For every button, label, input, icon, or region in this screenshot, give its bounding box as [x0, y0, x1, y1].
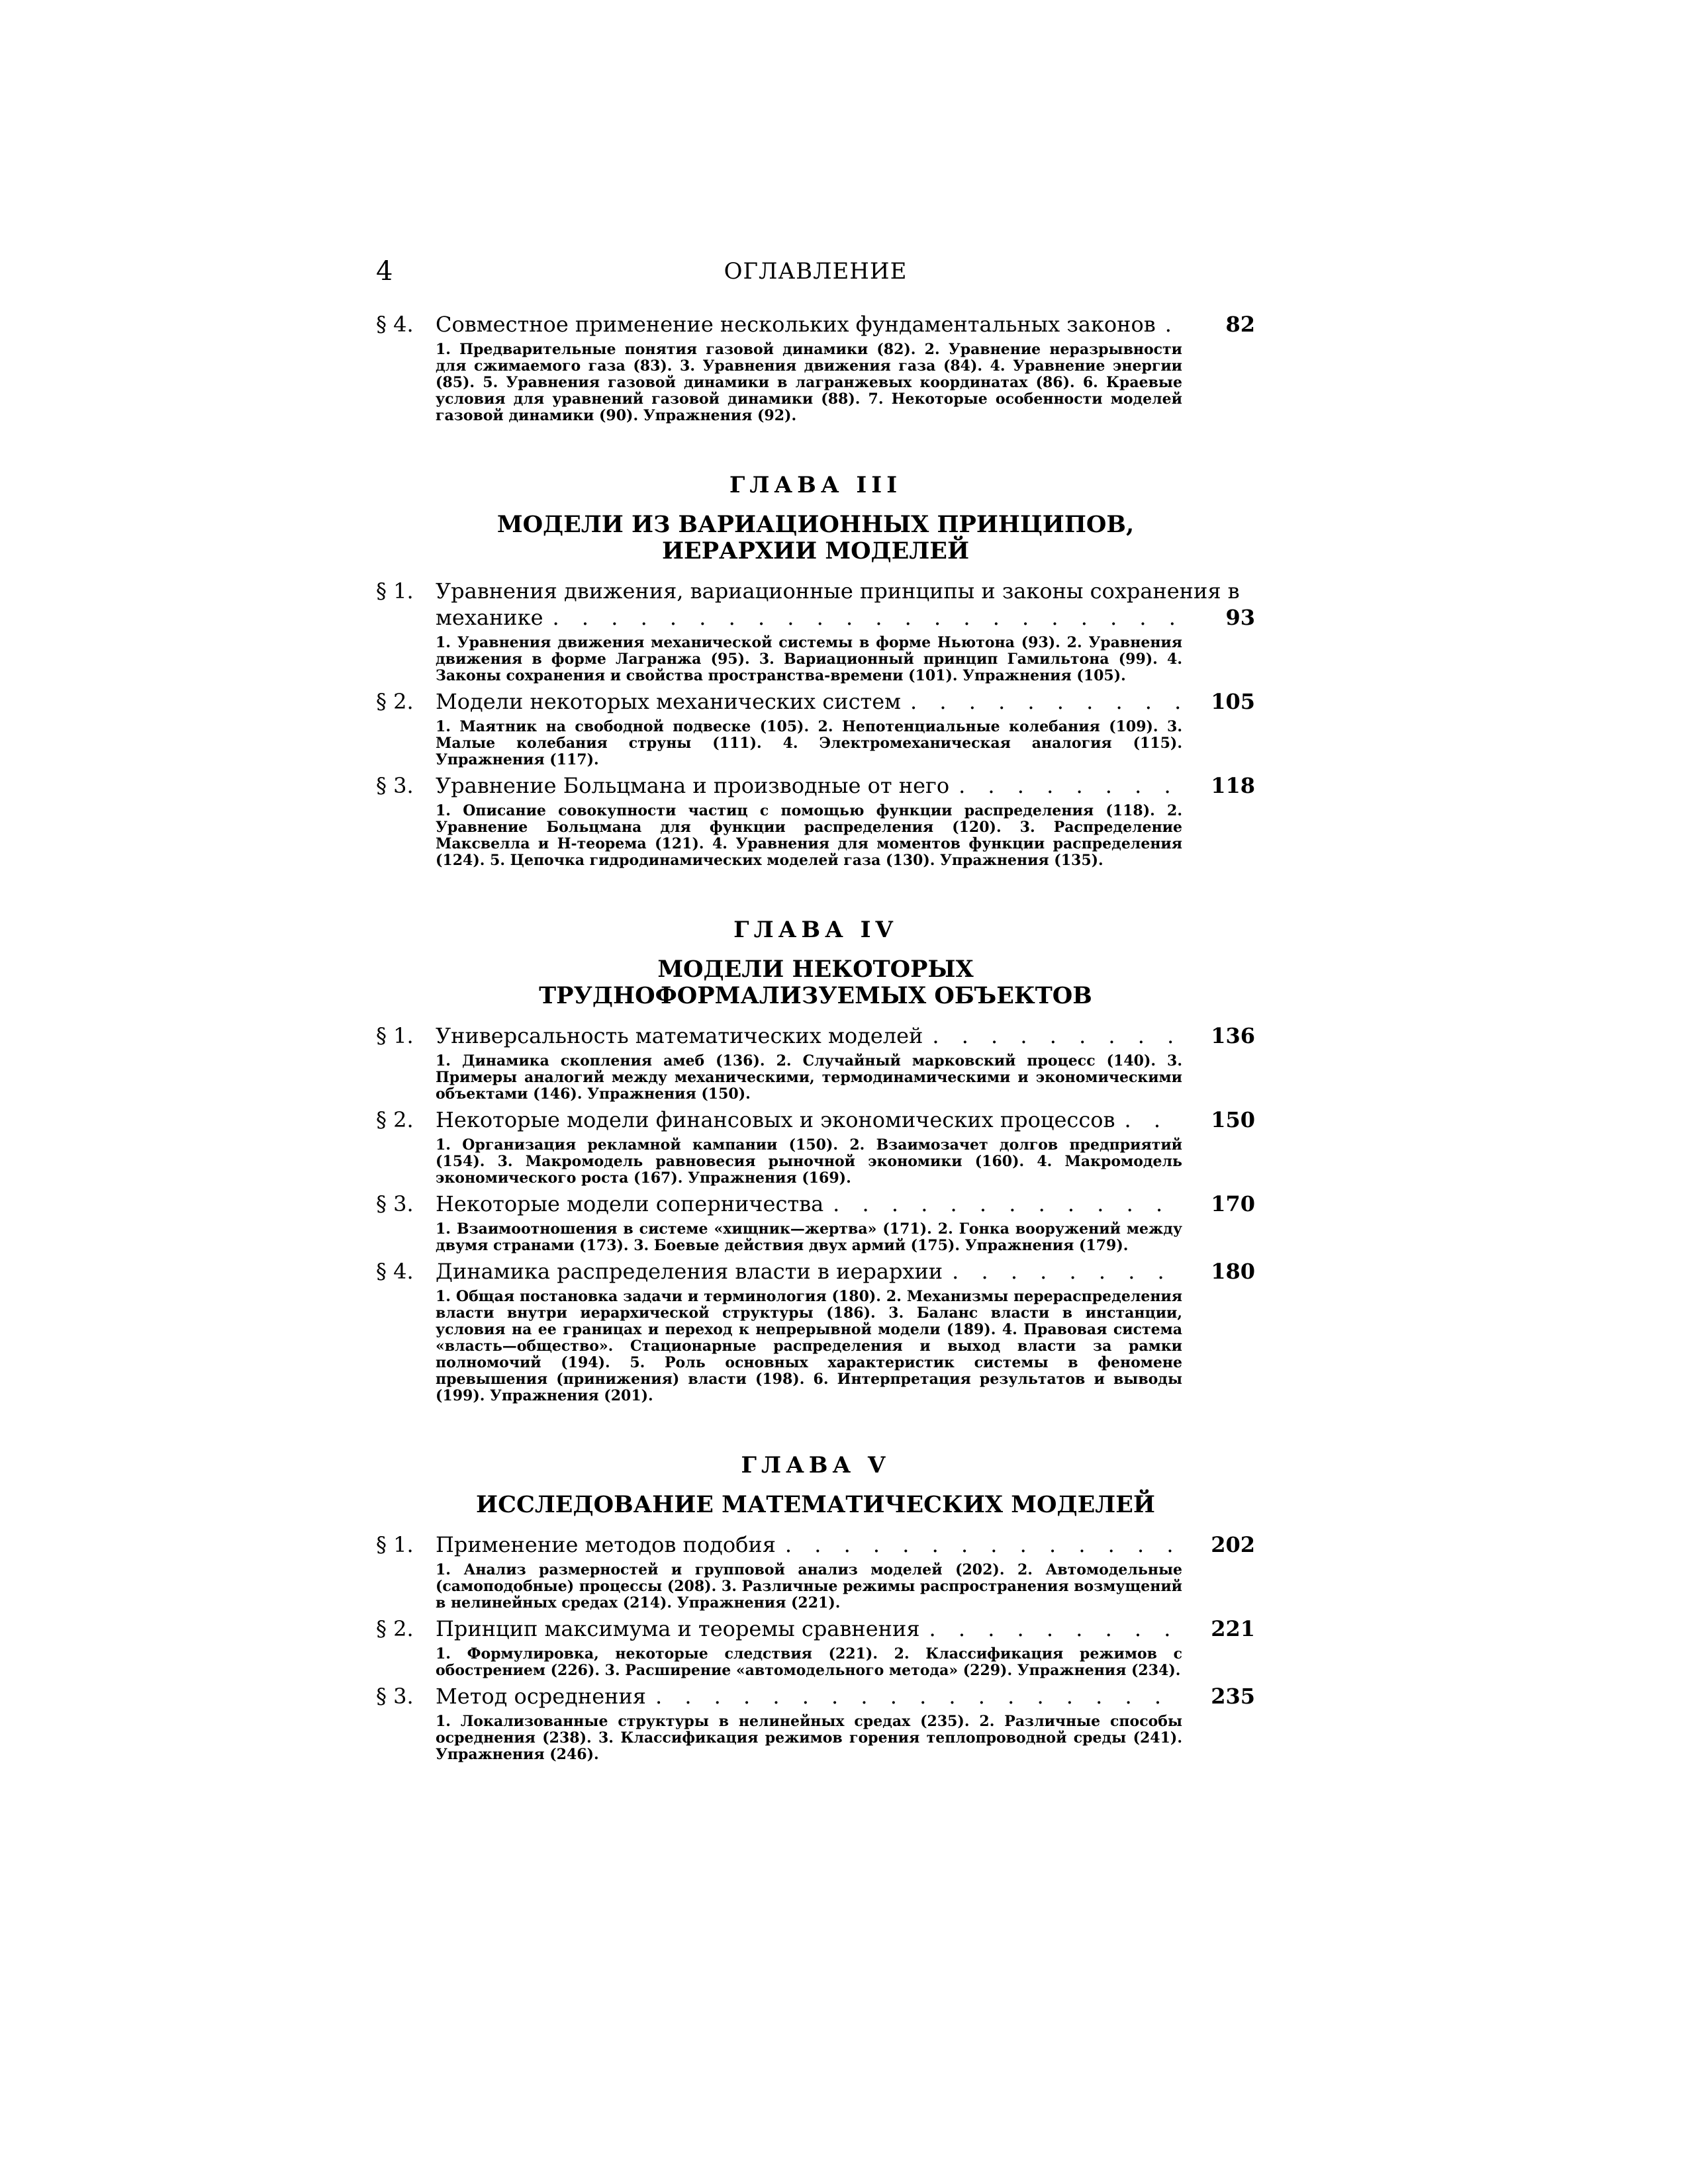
chapter-title-line: ИЕРАРХИИ МОДЕЛЕЙ	[661, 537, 970, 565]
running-head	[376, 255, 1255, 288]
section-mark: § 3.	[376, 1191, 414, 1216]
toc-entry	[376, 1683, 1255, 1763]
section-mark: § 2.	[376, 1107, 414, 1132]
section-heading	[376, 1023, 1255, 1049]
section-page-number: 221	[1211, 1616, 1255, 1641]
section-title-text: Динамика распределения власти в иерархии	[436, 1259, 943, 1284]
section-heading	[376, 1531, 1255, 1558]
chapter-title-line: МОДЕЛИ НЕКОТОРЫХ	[657, 956, 974, 983]
section-page-number: 150	[1211, 1107, 1255, 1132]
chapter-title-line: ИССЛЕДОВАНИЕ МАТЕМАТИЧЕСКИХ МОДЕЛЕЙ	[476, 1491, 1155, 1518]
toc-entry	[376, 1531, 1255, 1612]
toc-entry	[376, 1258, 1255, 1404]
section-description: 1. Общая постановка задачи и терминология (180). 2. Механизмы перераспределения власти внутри иерархической структуры (186). 3. Баланс власти в инстанции, условия на ее границах и переход к непрерывной модели (189). 4. Правовая система «власть—общество». Стационарные распределения и выход власти за рамки полномочий (194). 5. Роль основных характеристик системы в феномене превышения (принижения) власти (198). 6. Интерпретация результатов и выводы (199). Упражнения (201).	[436, 1288, 1182, 1404]
section-description: 1. Описание совокупности частиц с помощью функции распределения (118). 2. Уравнение Больцмана для функции распределения (120). 3. Распределение Максвелла и H-теорема (121). 4. Уравнения для моментов функции распределения (124). 5. Цепочка гидродинамических моделей газа (130). Упражнения (135).	[436, 802, 1182, 869]
dot-leader	[943, 1258, 1182, 1285]
section-heading	[376, 688, 1255, 715]
section-title-line	[436, 772, 1182, 799]
section-mark: § 4.	[376, 1259, 414, 1284]
section-mark: § 3.	[376, 773, 414, 798]
dot-leader	[1156, 311, 1182, 338]
dot-leader	[920, 1615, 1183, 1642]
chapter-label: ГЛАВА IV	[733, 917, 898, 943]
chapter-heading	[376, 915, 1255, 1009]
section-mark: § 1.	[376, 1023, 414, 1048]
section-description: 1. Локализованные структуры в нелинейных средах (235). 2. Различные способы осреднения (238). 3. Классификация режимов горения теплопроводной среды (241). Упражнения (246).	[436, 1713, 1182, 1763]
chapter-title-line: ТРУДНОФОРМАЛИЗУЕМЫХ ОБЪЕКТОВ	[539, 982, 1092, 1009]
section-mark: § 3.	[376, 1684, 414, 1709]
section-heading	[376, 1615, 1255, 1642]
toc-block-continuation	[376, 311, 1255, 424]
toc-entry	[376, 1191, 1255, 1254]
dot-leader	[923, 1023, 1182, 1049]
chapter-title	[376, 1492, 1255, 1518]
section-description: 1. Формулировка, некоторые следствия (221). 2. Классификация режимов с обострением (226). 3. Расширение «автомодельного метода» (229). Упражнения (234).	[436, 1645, 1182, 1679]
section-description: 1. Уравнения движения механической системы в форме Ньютона (93). 2. Уравнения движения в форме Лагранжа (95). 3. Вариационный принцип Гамильтона (99). 4. Законы сохранения и свойства пространства-времени (101). Упражнения (105).	[436, 634, 1182, 684]
chapter-heading	[376, 471, 1255, 565]
section-page-number: 235	[1211, 1684, 1255, 1709]
section-title-line	[436, 311, 1182, 338]
chapter-title-line: МОДЕЛИ ИЗ ВАРИАЦИОННЫХ ПРИНЦИПОВ,	[496, 511, 1135, 538]
section-description: 1. Взаимоотношения в системе «хищник—жертва» (171). 2. Гонка вооружений между двумя странами (173). 3. Боевые действия двух армий (175). Упражнения (179).	[436, 1220, 1182, 1254]
section-mark: § 2.	[376, 689, 414, 714]
section-description: 1. Анализ размерностей и групповой анализ моделей (202). 2. Автомодельные (самоподобные) процессы (208). 3. Различные режимы распространения возмущений в нелинейных средах (214). Упражнения (221).	[436, 1561, 1182, 1612]
section-title-line	[436, 688, 1182, 715]
dot-leader	[901, 688, 1182, 715]
section-title-line	[436, 1258, 1182, 1285]
section-description: 1. Организация рекламной кампании (150). 2. Взаимозачет долгов предприятий (154). 3. Макромодель равновесия рыночной экономики (160). 4. Макромодель экономического роста (167). Упражнения (169).	[436, 1136, 1182, 1187]
section-heading	[376, 772, 1255, 799]
section-title-text: Применение методов подобия	[436, 1532, 776, 1557]
section-title-text: Универсальность математических моделей	[436, 1023, 923, 1048]
section-mark: § 1.	[376, 578, 414, 604]
toc-entry	[376, 688, 1255, 768]
section-title-line	[436, 604, 1182, 631]
section-heading	[376, 1683, 1255, 1709]
running-title: ОГЛАВЛЕНИЕ	[724, 258, 908, 285]
section-heading	[376, 1258, 1255, 1285]
section-mark: § 4.	[376, 312, 414, 337]
section-title-line	[436, 1683, 1182, 1709]
dot-leader	[949, 772, 1182, 799]
toc-entry	[376, 1107, 1255, 1187]
section-mark: § 2.	[376, 1616, 414, 1641]
chapter-heading	[376, 1451, 1255, 1518]
section-title-text: Некоторые модели финансовых и экономических процессов	[436, 1107, 1115, 1132]
toc-block-chapter-5	[376, 1451, 1255, 1763]
toc-block-chapter-3	[376, 471, 1255, 869]
dot-leader	[543, 604, 1182, 631]
section-page-number: 136	[1211, 1023, 1255, 1048]
section-heading	[376, 311, 1255, 338]
section-title-line	[436, 1531, 1182, 1558]
section-heading	[376, 1191, 1255, 1217]
section-page-number: 180	[1211, 1259, 1255, 1284]
chapter-title	[376, 956, 1255, 1009]
chapter-title	[376, 512, 1255, 565]
section-heading	[376, 1107, 1255, 1133]
section-mark: § 1.	[376, 1532, 414, 1557]
dot-leader	[823, 1191, 1182, 1217]
toc-entry	[376, 311, 1255, 424]
section-page-number: 118	[1211, 773, 1255, 798]
section-description: 1. Предварительные понятия газовой динамики (82). 2. Уравнение неразрывности для сжимаемого газа (83). 3. Уравнения движения газа (84). 4. Уравнение энергии (85). 5. Уравнения газовой динамики в лагранжевых координатах (86). 6. Краевые условия для уравнений газовой динамики (88). 7. Некоторые особенности моделей газовой динамики (90). Упражнения (92).	[436, 341, 1182, 424]
section-title-line	[436, 1615, 1182, 1642]
section-title-line	[436, 1023, 1182, 1049]
section-page-number: 170	[1211, 1191, 1255, 1216]
section-title-line	[436, 1107, 1182, 1133]
section-heading	[376, 578, 1255, 631]
section-title-text: Метод осреднения	[436, 1684, 646, 1709]
section-title-text: механике	[436, 605, 543, 630]
section-title-line	[436, 1191, 1182, 1217]
page-number: 4	[376, 256, 393, 287]
section-page-number: 202	[1211, 1532, 1255, 1557]
section-description: 1. Маятник на свободной подвеске (105). 2. Непотенциальные колебания (109). 3. Малые колебания струны (111). 4. Электромеханическая аналогия (115). Упражнения (117).	[436, 718, 1182, 768]
toc-entry	[376, 1615, 1255, 1679]
toc-entry	[376, 578, 1255, 684]
section-page-number: 105	[1211, 689, 1255, 714]
section-description: 1. Динамика скопления амеб (136). 2. Случайный марковский процесс (140). 3. Примеры аналогий между механическими, термодинамическими и экономическими объектами (146). Упражнения (150).	[436, 1052, 1182, 1103]
dot-leader	[1115, 1107, 1182, 1133]
chapter-label: ГЛАВА III	[729, 472, 902, 498]
section-title-text: Уравнение Больцмана и производные от него	[436, 773, 950, 798]
dot-leader	[776, 1531, 1182, 1558]
section-page-number: 93	[1225, 605, 1255, 630]
dot-leader	[646, 1683, 1182, 1709]
section-title-text: Некоторые модели соперничества	[436, 1191, 824, 1216]
toc-entry	[376, 1023, 1255, 1103]
section-title-text: Совместное применение нескольких фундаментальных законов	[436, 312, 1156, 337]
chapter-label: ГЛАВА V	[741, 1452, 890, 1479]
section-title-text: Модели некоторых механических систем	[436, 689, 902, 714]
section-title-line: Уравнения движения, вариационные принципы и законы сохранения в	[436, 578, 1240, 604]
toc-entry	[376, 772, 1255, 869]
toc-block-chapter-4	[376, 915, 1255, 1404]
section-page-number: 82	[1225, 312, 1255, 337]
table-of-contents	[376, 311, 1255, 1767]
section-title-text: Принцип максимума и теоремы сравнения	[436, 1616, 920, 1641]
